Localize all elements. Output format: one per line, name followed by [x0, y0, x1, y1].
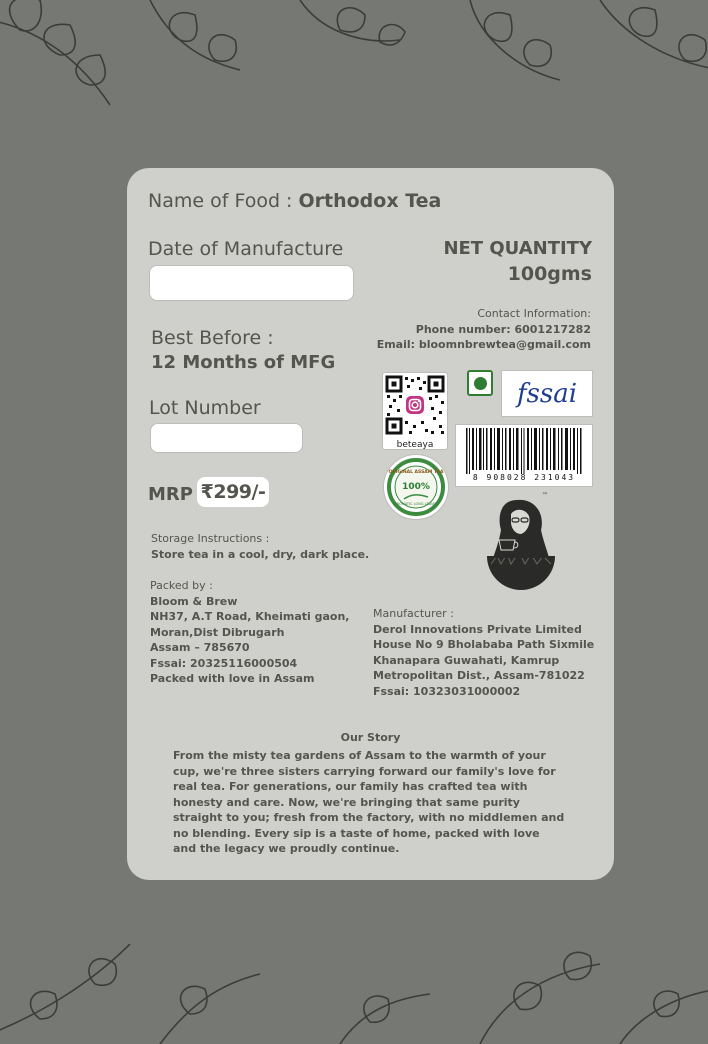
leaf-pattern-bottom	[0, 944, 708, 1044]
contact-title: Contact Information:	[477, 307, 591, 320]
qr-pattern-icon	[383, 373, 447, 437]
packer-line: NH37, A.T Road, Kheimati gaon,	[150, 610, 350, 623]
manufacturer-line: Metropolitan Dist., Assam-781022	[373, 669, 585, 682]
packed-by	[150, 578, 349, 687]
best-before-value: 12 Months of MFG	[151, 352, 336, 373]
story-title: Our Story	[340, 731, 401, 744]
packed-by-title: Packed by :	[150, 579, 213, 592]
contact-phone: Phone number: 6001217282	[415, 322, 591, 336]
date-of-manufacture-label: Date of Manufacture	[148, 238, 344, 260]
manufacturer	[373, 606, 594, 699]
manufacturer-title: Manufacturer :	[373, 607, 454, 620]
packer-line: Packed with love in Assam	[150, 672, 315, 685]
storage-title: Storage Instructions :	[151, 532, 270, 545]
packer-line: Fssai: 20325116000504	[150, 656, 298, 670]
best-before-label: Best Before :	[151, 327, 274, 349]
qr-code	[382, 372, 448, 450]
packer-line: Bloom & Brew	[150, 594, 238, 608]
brand-mark	[471, 494, 573, 592]
packer-line: Moran,Dist Dibrugarh	[150, 625, 285, 639]
barcode	[455, 424, 593, 487]
veg-symbol-icon	[467, 370, 493, 396]
packer-line: Assam – 785670	[150, 641, 250, 654]
manufacturer-line: Derol Innovations Private Limited	[373, 622, 582, 636]
lot-number-label: Lot Number	[149, 397, 261, 419]
story-text: From the misty tea gardens of Assam to the warmth of your cup, we're three sisters carrying forward our family's love for real tea. For generations, our family has crafted tea with honesty and care. Now, we're bringing that same purity straight to you; fresh from the factory, with no middlemen and no blending. Every sip is a taste of home, packed with love and the legacy we proudly continue.	[173, 749, 565, 855]
manufacturer-line: House No 9 Bholababa Path Sixmile	[373, 638, 595, 651]
net-quantity-value: 100gms	[507, 263, 592, 285]
original-assam-tea-seal	[383, 454, 449, 520]
seal-percent: 100%	[402, 482, 430, 492]
storage-instructions	[151, 531, 369, 562]
barcode-bars-icon	[456, 425, 592, 475]
trademark-symbol: ™	[542, 492, 548, 499]
woman-with-tea-cup-icon	[471, 494, 573, 592]
seal-bottom-text: AROMATIC LONG LEAVES	[394, 502, 438, 506]
fssai-logo: fssai	[501, 370, 593, 417]
contact-email: Email: bloomnbrewtea@gmail.com	[376, 338, 591, 351]
name-of-food	[148, 190, 441, 212]
net-quantity-label: NET QUANTITY	[443, 238, 592, 259]
leaf-pattern-top	[0, 0, 708, 110]
qr-caption: beteaya	[396, 440, 434, 450]
name-of-food-value: Orthodox Tea	[298, 190, 442, 212]
storage-text: Store tea in a cool, dry, dark place.	[151, 547, 370, 561]
mrp-label: MRP	[148, 484, 193, 505]
name-of-food-label: Name of Food :	[148, 190, 293, 212]
seal-top-text: ORIGINAL ASSAM TEA	[388, 470, 444, 475]
lot-number-field	[150, 423, 303, 453]
manufacturer-line: Fssai: 10323031000002	[373, 684, 521, 698]
contact-information	[377, 306, 591, 353]
mrp-price: ₹299/-	[197, 477, 269, 507]
date-of-manufacture-field	[149, 265, 354, 301]
label-panel	[127, 168, 614, 880]
manufacturer-line: Khanapara Guwahati, Kamrup	[373, 653, 560, 667]
barcode-digits: 8 908028 231043	[472, 473, 576, 482]
